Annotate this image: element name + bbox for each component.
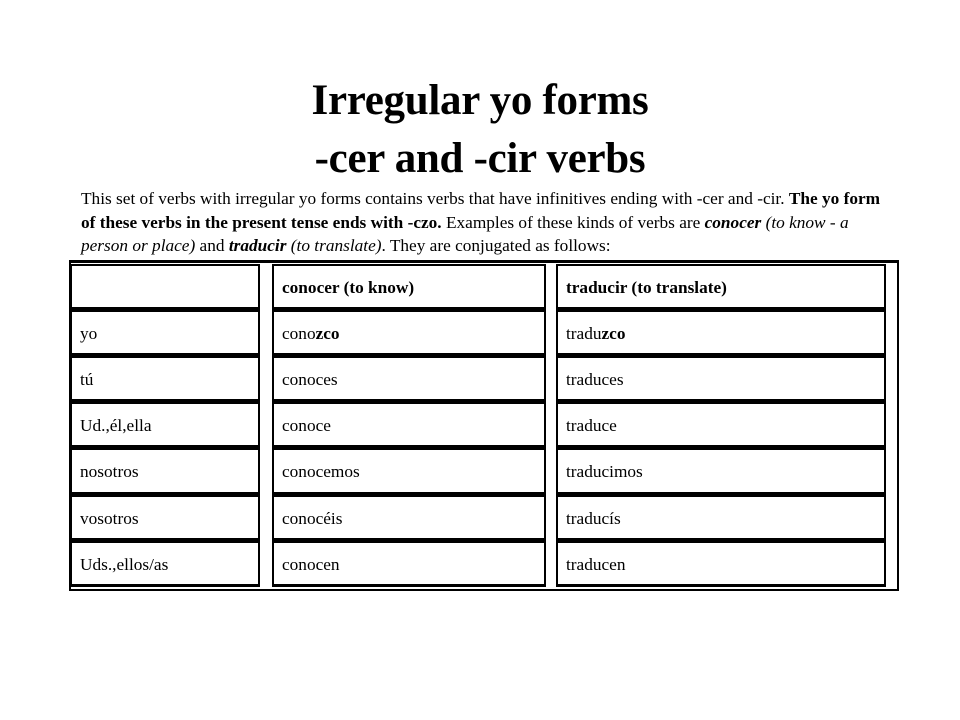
page-title: Irregular yo forms (311, 77, 649, 124)
intro-text: This set of verbs with irregular yo forms contains verbs that have infinitives ending with -cer and -cir. (81, 189, 789, 208)
conocer-form-cell: conoce (272, 402, 546, 448)
example-gloss-conocer: (to know - a person or place) (81, 212, 849, 255)
pronoun-cell: nosotros (70, 448, 260, 495)
intro-bold-rule: The yo form of these verbs in the present tense ends with -czo. (81, 189, 881, 232)
pronoun-cell: Uds.,ellos/as (70, 541, 260, 587)
intro-text: . They are conjugated as follows: (381, 236, 611, 255)
verb-ending: zco (315, 324, 340, 343)
pronoun-cell: Ud.,él,ella (70, 402, 260, 448)
traducir-form-cell: traduce (556, 402, 886, 448)
pronoun-cell: tú (70, 356, 260, 402)
traducir-form-cell: traducís (556, 495, 886, 541)
page-subtitle: -cer and -cir verbs (314, 135, 646, 182)
example-gloss-traducir: (to translate) (286, 236, 382, 255)
traducir-form-cell (556, 310, 886, 356)
conocer-form-cell: conocen (272, 541, 546, 587)
example-verb-conocer: conocer (704, 212, 762, 232)
intro-paragraph (81, 187, 893, 258)
table-header-empty (70, 264, 260, 310)
traducir-form-cell: traducimos (556, 448, 886, 495)
intro-text: Examples of these kinds of verbs are (441, 212, 705, 232)
conocer-form-cell: conoces (272, 356, 546, 402)
conocer-form-cell (272, 310, 546, 356)
conocer-form-cell: conocéis (272, 495, 546, 541)
traducir-form-cell: traducen (556, 541, 886, 587)
traducir-form-cell: traduces (556, 356, 886, 402)
verb-stem: tradu (566, 324, 602, 343)
intro-text: and (195, 236, 229, 255)
pronoun-cell: vosotros (70, 495, 260, 541)
table-header-traducir: traducir (to translate) (556, 264, 886, 310)
example-verb-traducir: traducir (228, 236, 287, 255)
verb-ending: zco (601, 324, 626, 343)
conocer-form-cell: conocemos (272, 448, 546, 495)
pronoun-cell: yo (70, 310, 260, 356)
verb-stem: cono (282, 324, 316, 343)
table-header-conocer: conocer (to know) (272, 264, 546, 310)
